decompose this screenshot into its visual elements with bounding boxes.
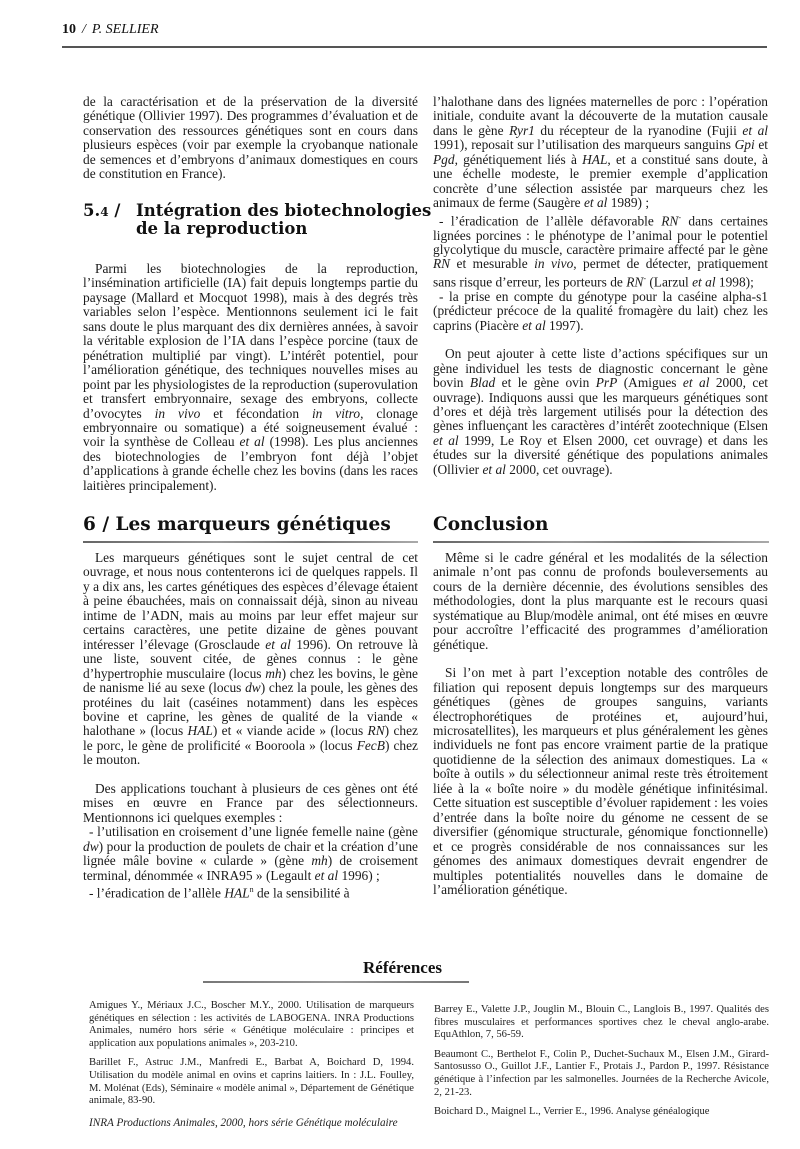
page-number: 10 [62,22,76,37]
conclusion-paragraph-2: Si l’on met à part l’exception notable des contrôles de filiation qui reposent depuis longtemps sur des marqueurs génétiques (gènes de groupes sanguins, variants électrophorétiques de protéines et, aujourd’hui, microsatellites), les marqueurs et plus généralement les gènes individuels ne font pas encore vraiment partie de la pratique quotidienne de la sélection des animaux domestiques. La « boîte à outils » du sélectionneur animal reste très étroitement liée à la « boîte noire » du modèle génétique infinitésimal. Cette situation est susceptible d’évoluer rapidement : les voies d’entrée dans la boîte noire du génome ne cessent de se diversifier (génomique structurale, génomique fonctionnelle) et ce progrès considérable de nos connaissances sur les génomes des animaux domestiques devrait engendrer de multiples potentialités nouvelles dans le domaine de l’amélioration génétique. [433,665,768,897]
references-heading: Références [363,958,442,977]
reference-item: Barillet F., Astruc J.M., Manfredi E., Barbat A, Boichard D, 1994. Utilisation du modèle animal en ovins et caprins laitiers. In : J.L. Foulley, M. Molénat (Eds), Séminaire « modèle animal », Département de Génétique animale, 83-90. [89,1057,414,1107]
list-item-hal-start: - l’éradication de l’allèle HAL$^n$ de la sensibilité à [89,884,350,901]
reference-item: Boichard D., Maignel L., Verrier E., 1996. Analyse généalogique [434,1106,710,1118]
subsection-number: 5.4 / [83,201,121,220]
left-column-intro [83,95,418,182]
references-rule [203,981,469,983]
reference-item: Barrey E., Valette J.P., Jouglin M., Blouin C., Langlois B., 1997. Qualités des fibres musculaires et performances sportives chez le cheval anglo-arabe. EquAthlon, 7, 56-59. [434,1004,769,1041]
section-heading-6: 6 / Les marqueurs génétiques [83,514,391,535]
running-head-author: P. SELLIER [91,22,159,37]
references-right [434,1004,769,1126]
list-item-casein: - la prise en compte du génotype pour la caséine alpha-s1 (prédicteur précoce de la qualité fromagère du lait) chez les caprins (Piacère et al 1997). [433,288,768,333]
right-column-top [433,95,768,477]
intro-paragraph: de la caractérisation et de la préservation de la diversité génétique (Ollivier 1997). Des programmes d’évaluation et de conservation des ressources génétiques sont en cours dans plusieurs espèces (voir par exemple la cryobanque nationale de semences et d’embryons d’animaux domestiques en cours de constitution en France). [83,94,418,182]
conclusion-rule [433,541,769,543]
list-item-dw-mh: - l’utilisation en croisement d’une lignée femelle naine (gène dw) pour la production de poulets de chair et la création d’une lignée mâle bovine « cularde » (gène mh) de croisement terminal, dénommée « INRA95 » (Legault et al 1996) ; [83,824,418,883]
journal-footer: INRA Productions Animales, 2000, hors série Génétique moléculaire [89,1117,398,1129]
biotech-paragraph: Parmi les biotechnologies de la reproduction, l’insémination artificielle (IA) fait depuis longtemps partie du paysage (Mallard et Mocquot 1998), mais à des degrés très variables selon l’espèce. Mentionnons seulement ici le fait sans doute le plus marquant des dix dernières années, à savoir la véritable explosion de l’IA dans l’espèce porcine (taux de pénétration multiplié par vingt). L’intérêt potentiel, pour l’amélioration génétique, des techniques nouvelles mises au point par les physiologistes de la reproduction (superovulation et transfert embryonnaire, sexage des embryons, collecte d’ovocytes in vivo et fécondation in vitro, clonage embryonnaire ou somatique) a été soigneusement évalué : voir la synthèse de Colleau et al (1998). Les plus anciennes des biotechnologies de l’embryon font déjà l’objet d’applications à grande échelle chez les bovins (dans les races laitières principalement). [83,261,418,493]
subsection-title-line1: Intégration des biotechnologies [136,201,432,220]
references-left [89,1000,414,1115]
applications-paragraph: Des applications touchant à plusieurs de ces gènes ont été mises en œuvre en France par des sélectionneurs. Mentionnons ici quelques exemples : [83,780,418,825]
reference-item: Amigues Y., Mériaux J.C., Boscher M.Y., 2000. Utilisation de marqueurs génétiques en sélection : les activités de LABOGENA. INRA Productions Animales, numéro hors série « Génétique moléculaire : principes et application aux populations animales », 203-210. [89,1000,414,1049]
list-item-rn: - l’éradication de l’allèle défavorable RN- dans certaines lignées porcines : le phénotype de l’animal pour le potentiel glycolytique du muscle, caractère primaire affecté par le gène RN et mesurable in vivo, permet de détecter, pratiquement sans risque d’erreur, les porteurs de RN- (Larzul et al 1998); [433,212,768,290]
tests-paragraph: On peut ajouter à cette liste d’actions spécifiques sur un gène individuel les tests de diagnostic concernant le gène bovin Blad et le gène ovin PrP (Amigues et al 2000, cet ouvrage). Indiquons aussi que les marqueurs génétiques sont d’ores et déjà très largement utilisés pour la détection des gènes influençant les caractères d’intérêt zootechnique (Elsen et al 1999, Le Roy et Elsen 2000, cet ouvrage) et dans les études sur la diversité génétique des populations animales (Ollivier et al 2000, cet ouvrage). [433,346,768,477]
right-column-conclusion [433,551,768,897]
left-column-markers [83,551,418,901]
subsection-heading-5-4 [83,202,431,238]
markers-paragraph: Les marqueurs génétiques sont le sujet central de cet ouvrage, et nous nous contenterons ici de quelques rappels. Il y a dix ans, les cartes génétiques des espèces d’élevage étaient à peine ébauchées, mais on connaissait déjà, sinon au niveau intime de l’ADN, mais au moins par leur effet majeur sur certains caractères, une petite dizaine de gènes pouvant intéresser l’élevage (Grosclaude et al 1996). On retrouve là une liste, souvent citée, de gènes connus : le gène d’hypertrophie musculaire (locus mh) chez les bovins, le gène de nanisme lié au sexe (locus dw) chez la poule, les gènes des protéines du lait (caséines notamment) dans les espèces bovine et caprine, les gènes de qualité de la viande « halothane » (locus HAL) et « viande acide » (locus RN) chez le porc, le gène de prolificité « Booroola » (locus FecB) chez le mouton. [83,550,419,768]
list-item-hal-continued: l’halothane dans des lignées maternelles de porc : l’opération initiale, conduite avant la découverte de la mutation causale dans le gène Ryr1 du récepteur de la ryanodine (Fujii et al 1991), reposait sur l’utilisation des marqueurs sanguins Gpi et Pgd, génétiquement liés à HAL, et a constitué sans doute, à une échelle modeste, le premier exemple d’application concrète d’une sélection assistée par marqueurs chez les animaux de ferme (Saugère et al 1989) ; [433,94,768,211]
section-6-rule [83,541,418,543]
reference-item: Beaumont C., Berthelot F., Colin P., Duchet-Suchaux M., Elsen J.M., Girard-Santosusso O., Guillot J.F., Lantier F., Protais J., Pardon P., 1997. Résistance génétique à l’infection par les salmonelles. Journées de la Recherche Avicole, 2, 21-23. [434,1048,769,1098]
header-rule [62,46,767,48]
subsection-title-line2: de la reproduction [136,219,308,238]
running-head-separator: / [82,22,86,37]
running-head [62,22,159,38]
conclusion-heading: Conclusion [433,514,549,535]
left-column-biotech [83,262,418,493]
conclusion-paragraph-1: Même si le cadre général et les modalités de la sélection animale n’ont pas connu de profonds bouleversements au cours de la dernière décennie, des évolutions sensibles des méthodologies, dont la plus marquante est le recours quasi systématique au Blup/modèle animal, ont été mises en œuvre pour accroître l’efficacité des programmes d’amélioration génétique. [433,550,768,652]
